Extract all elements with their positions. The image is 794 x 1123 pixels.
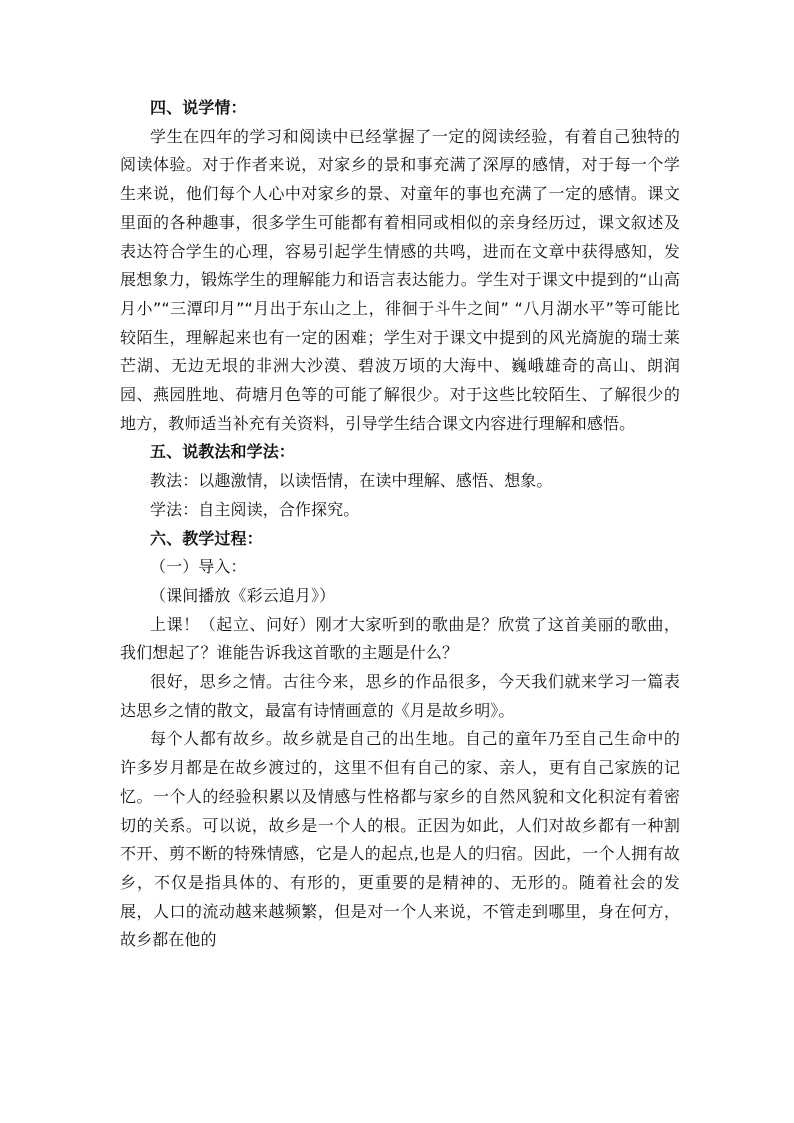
music-note-line: （课间播放《彩云追月》）	[150, 585, 336, 605]
section-heading-student-analysis: 四、说学情：	[150, 98, 247, 117]
section-heading-teaching-process: 六、教学过程：	[150, 528, 263, 548]
document-body	[120, 94, 680, 955]
learning-method-line: 学法：自主阅读，合作探究。	[150, 499, 360, 519]
homesickness-paragraph: 很好，思乡之情。古往今来，思乡的作品很多，今天我们就来学习一篇表达思乡之情的散文，最富有诗情画意的《月是故乡明》。	[120, 672, 680, 720]
hometown-paragraph: 每个人都有故乡。故乡就是自己的出生地。自己的童年乃至自己生命中的许多岁月都是在故乡渡过的，这里不但有自己的家、亲人，更有自己家族的记忆。一个人的经验积累以及情感与性格都与家乡的自然风貌和文化积淀有着密切的关系。可以说，故乡是一个人的根。正因为如此，人们对故乡都有一种割不开、剪不断的特殊情感，它是人的起点,也是人的归宿。因此，一个人拥有故乡，不仅是指具体的、有形的，更重要的是精神的、无形的。随着社会的发展，人口的流动越来越频繁，但是对一个人来说，不管走到哪里，身在何方，故乡都在他的	[120, 729, 680, 950]
subsection-introduction: （一）导入：	[150, 557, 247, 577]
student-analysis-paragraph: 学生在四年的学习和阅读中已经掌握了一定的阅读经验，有着自己独特的阅读体验。对于作者来说，对家乡的景和事充满了深厚的感情，对于每一个学生来说，他们每个人心中对家乡的景、对童年的事也充满了一定的感情。课文里面的各种趣事，很多学生可能都有着相同或相似的亲身经历过，课文叙述及表达符合学生的心理，容易引起学生情感的共鸣，进而在文章中获得感知，发展想象力，锻炼学生的理解能力和语言表达能力。学生对于课文中提到的“山高月小”“三潭印月”“月出于东山之上，徘徊于斗牛之间” “八月湖水平”等可能比较陌生，理解起来也有一定的困难；学生对于课文中提到的风光旖旎的瑞士莱芒湖、无边无垠的非洲大沙漠、碧波万顷的大海中、巍峨雄奇的高山、朗润园、燕园胜地、荷塘月色等的可能了解很少。对于这些比较陌生、了解很少的地方，教师适当补充有关资料，引导学生结合课文内容进行理解和感悟。	[120, 126, 680, 433]
section-heading-methods: 五、说教法和学法：	[150, 442, 295, 462]
class-opening-paragraph: 上课！（起立、问好）刚才大家听到的歌曲是？欣赏了这首美丽的歌曲，我们想起了？谁能告诉我这首歌的主题是什么？	[120, 614, 680, 663]
teaching-method-line: 教法：以趣激情，以读悟情，在读中理解、感悟、想象。	[150, 471, 553, 491]
